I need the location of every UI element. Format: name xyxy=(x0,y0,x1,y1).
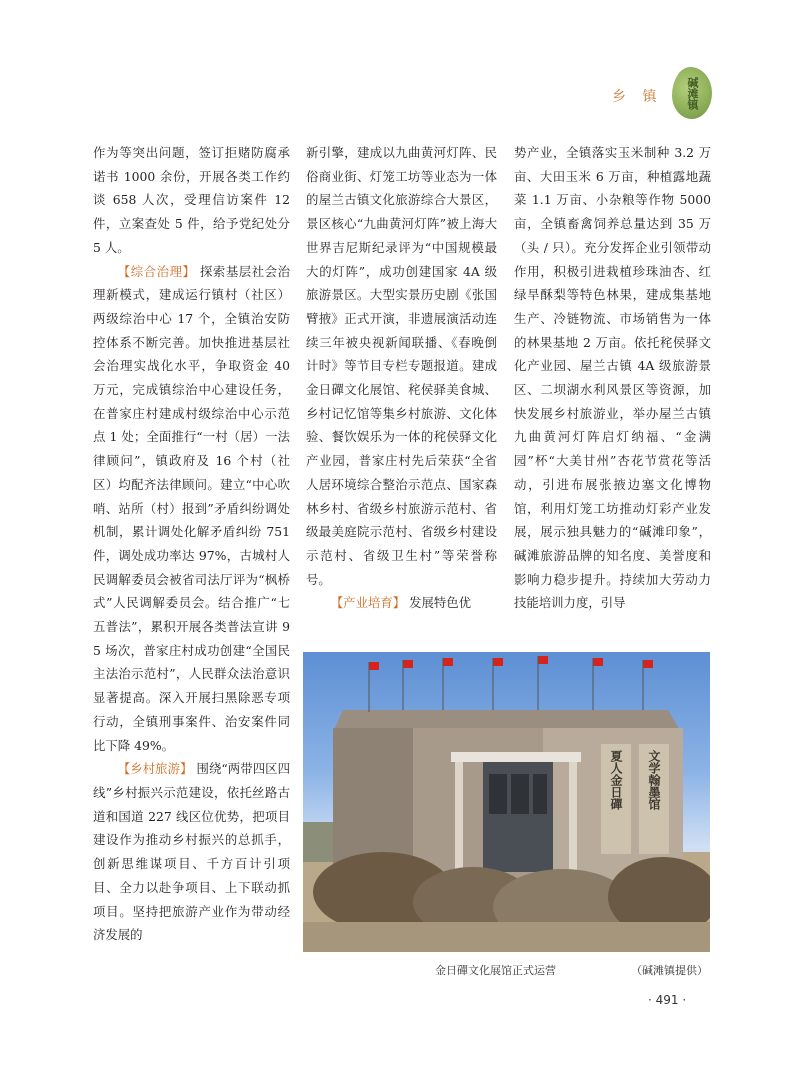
photo-caption: 金日磾文化展馆正式运营 xyxy=(435,964,556,977)
text-column-2 xyxy=(306,141,497,615)
section-heading: 【乡村旅游】 xyxy=(117,761,193,777)
paragraph-text: 围绕“两带四区四线”乡村振兴示范建设，依托丝路古道和国道 227 线区位优势，把项目建设作为推动乡村振兴的总抓手，创新思维谋项目、千方百计引项目、全力以赴争项目、上下联动抓项目。坚持把旅游产业作为带动经济发展的 xyxy=(93,761,291,943)
page-number: · 491 · xyxy=(648,993,687,1007)
photo-credit: （碱滩镇提供） xyxy=(631,964,708,977)
text-column-3 xyxy=(514,141,711,615)
seal-text: 碱滩镇 xyxy=(686,76,699,110)
paragraph-text: 发展特色优 xyxy=(405,595,472,611)
section-heading: 【产业培育】 xyxy=(330,595,406,611)
paragraph: 势产业，全镇落实玉米制种 3.2 万亩、大田玉米 6 万亩，种植露地蔬菜 1.1 万亩、小杂粮等作物 5000 亩，全镇畜禽饲养总量达到 35 万（头 / 只）。充分发挥企业引领带动作用，积极引进栽植珍珠油杏、红绿旱酥梨等特色林果，建成集基地生产、冷链物流、市场销售为一体的林果基地 2 万亩。依托秺侯驿文化产业园、屋兰古镇 4A 级旅游景区、二坝湖水利风景区等资源，加快发展乡村旅游业，举办屋兰古镇九曲黄河灯阵启灯纳福、“金满园”杯“大美甘州”杏花节赏花等活动，引进布展张掖边塞文化博物馆，利用灯笼工坊推动灯彩产业发展，展示独具魅力的“碱滩印象”，碱滩旅游品牌的知名度、美誉度和影响力稳步提升。持续加大劳动力技能培训力度，引导 xyxy=(514,145,711,611)
paragraph-rural-tourism xyxy=(93,757,290,947)
photo-sign-left: 夏人金日磾 xyxy=(609,750,623,810)
section-heading: 【综合治理】 xyxy=(117,263,196,279)
paragraph: 作为等突出问题，签订拒赌防腐承诺书 1000 余份，开展各类工作约谈 658 人次，受理信访案件 12 件，立案查处 5 件，给予党纪处分 5 人。 xyxy=(93,145,290,255)
photo-sign-right: 文学翰墨馆 xyxy=(647,750,661,810)
section-tag: 乡 镇 xyxy=(612,89,663,105)
paragraph-text: 探索基层社会治理新模式，建成运行镇村（社区）两级综治中心 17 个，全镇治安防控体系不断完善。加快推进基层社会治理实战化水平，争取资金 40 万元，完成镇综治中心建设任务，在普家庄村建成村级综治中心示范点 1 处；全面推行“一村（居）一法律顾问”，镇政府及 16 个村（社区）均配齐法律顾问。建立“中心吹哨、站所（村）报到”矛盾纠纷调处机制，累计调处化解矛盾纠纷 751 件，调处成功率达 97%，古城村人民调解委员会被省司法厅评为“枫桥式”人民调解委员会。结合推广“七五普法”，累积开展各类普法宣讲 95 场次，普家庄村成功创建“全国民主法治示范村”，人民群众法治意识显著提高。深入开展扫黑除恶专项行动，全镇刑事案件、治安案件同比下降 49%。 xyxy=(93,263,290,753)
seal-stamp-icon xyxy=(672,67,712,119)
text-column-1 xyxy=(93,141,290,947)
paragraph-comprehensive-governance xyxy=(93,260,290,758)
museum-photo xyxy=(303,652,710,952)
paragraph-industry xyxy=(306,591,497,615)
paragraph: 新引擎，建成以九曲黄河灯阵、民俗商业街、灯笼工坊等业态为一体的屋兰古镇文化旅游综合大景区，景区核心“九曲黄河灯阵”被上海大世界吉尼斯纪录评为“中国规模最大的灯阵”，成功创建国家 4A 级旅游景区。大型实景历史剧《张国臂掖》正式开演，非遗展演活动连续三年被央视新闻联播、《春晚倒计时》等节目专栏专题报道。建成金日磾文化展馆、秺侯驿美食城、乡村记忆馆等集乡村旅游、文化体验、餐饮娱乐为一体的秺侯驿文化产业园，普家庄村先后荣获“全省人居环境综合整治示范点、国家森林乡村、省级乡村旅游示范村、省级最美庭院示范村、省级乡村建设示范村、省级卫生村”等荣誉称号。 xyxy=(306,145,497,587)
